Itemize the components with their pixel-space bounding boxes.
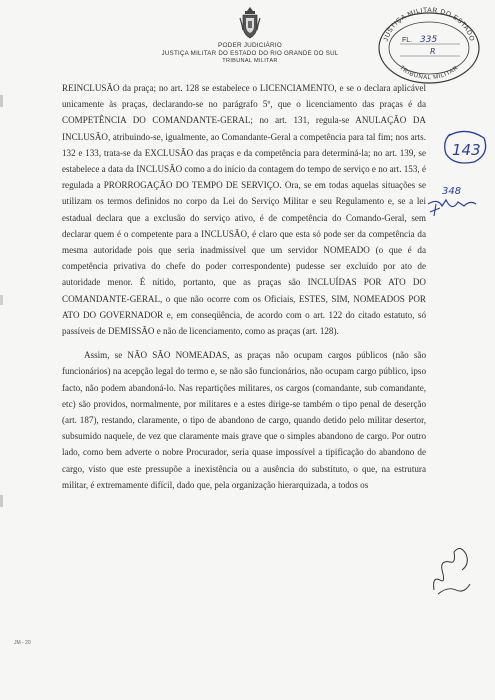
paragraph-2: Assim, se NÃO SÃO NOMEADAS, as praças não ocupam cargos públicos (não são funcionários) na acepção legal do termo e, se não são funcionários, não ocupam cargo público, ipso facto, não podem abandoná-lo. Nas repartições militares, os cargos (comandante, sub comandante, etc) são providos, normalmente, por militares e a estes dirige-se também o tipo penal de deserção (art. 187), restando, claramente, o tipo de abandono de cargo, quando detido pelo militar desertor, subsumido naquele, de vez que claramente mais grave que o simples abandono de cargo. Por outro lado, como bem adverte o nobre Procurador, seria quase impossível a tipificação do abandono de cargo, visto que este pressupõe a inexistência ou a ausência do substituto, o que, na estrutura militar, é extremamente difícil, dado que, pela organização hierarquizada, a todos os [62,350,426,490]
stamp-field-fl: FL. [402,37,413,44]
letterhead-line-3: TRIBUNAL MILITAR [222,58,278,64]
handwritten-page-number-text: 143 [452,141,481,159]
form-code: JM - 20 [14,640,31,646]
handwritten-page-number [440,128,490,168]
paragraph-1: REINCLUSÃO da praça; no art. 128 se estabelece o LICENCIAMENTO, e se o declara aplicável unicamente às praças, declarando-se no parágrafo 5º, que o licenciamento das praças é da COMPETÊNCIA DO COMANDANTE-GERAL; no art. 131, regula-se ANULAÇÃO DA INCLUSÃO, atribuindo-se, igualmente, ao Comandante-Geral a competência para tal fim; nos arts. 132 e 133, trata-se da EXCLUSÃO das praças e da competência para determiná-la; no art. 139, se estabelece a data da INCLUSÃO como a do início da contagem do tempo de serviço e no art. 153, é regulada a PRORROGAÇÃO DO TEMPO DE SERVIÇO. Ora, se em todas aquelas situações se utilizam os termos definidos no corpo da Lei do Serviço Militar e seu Regulamento e, se a lei estadual declara que a exclusão do serviço ativo, é de competência do Comando-Geral, sem declarar quem é o competente para a INCLUSÃO, é claro que esta só pode ser da competência da mesma autoridade pois que seria inadmissível que um servidor NOMEADO (o que é da competência privativa do chefe do poder correspondente) pudesse ser excluído por ato de autoridade menor. É nítido, portanto, que as praças são INCLUÍDAS POR ATO DO COMANDANTE-GERAL, o que não ocorre com os Oficiais, ESTES, SIM, NOMEADOS POR ATO DO GOVERNADOR e, em conseqüência, de acordo com o art. 122 do citado estatuto, só passíveis de DEMISSÃO e não de licenciamento, como as praças (art. 128). [62,83,426,337]
stamp-folio-number: 335 [420,35,438,45]
coat-of-arms-icon [239,6,261,40]
handwritten-side-note [420,182,480,232]
document-body [62,80,426,493]
court-stamp [370,4,488,86]
stamp-second-field: R [430,47,436,56]
letterhead-line-1: PODER JUDICIÁRIO [218,42,282,49]
svg-text:TRIBUNAL MILITAR [398,65,460,81]
letterhead [140,6,360,65]
handwritten-side-number: 348 [442,186,462,197]
binding-marks [0,95,6,515]
stamp-ring-bottom: TRIBUNAL MILITAR [398,65,460,82]
signature-mark [426,540,476,600]
stamp-ring-top: JUSTIÇA MILITAR DO ESTADO [382,6,476,43]
paragraph-2-wrapper [62,347,426,493]
letterhead-line-2: JUSTIÇA MILITAR DO ESTADO DO RIO GRANDE DO SUL [161,50,339,57]
